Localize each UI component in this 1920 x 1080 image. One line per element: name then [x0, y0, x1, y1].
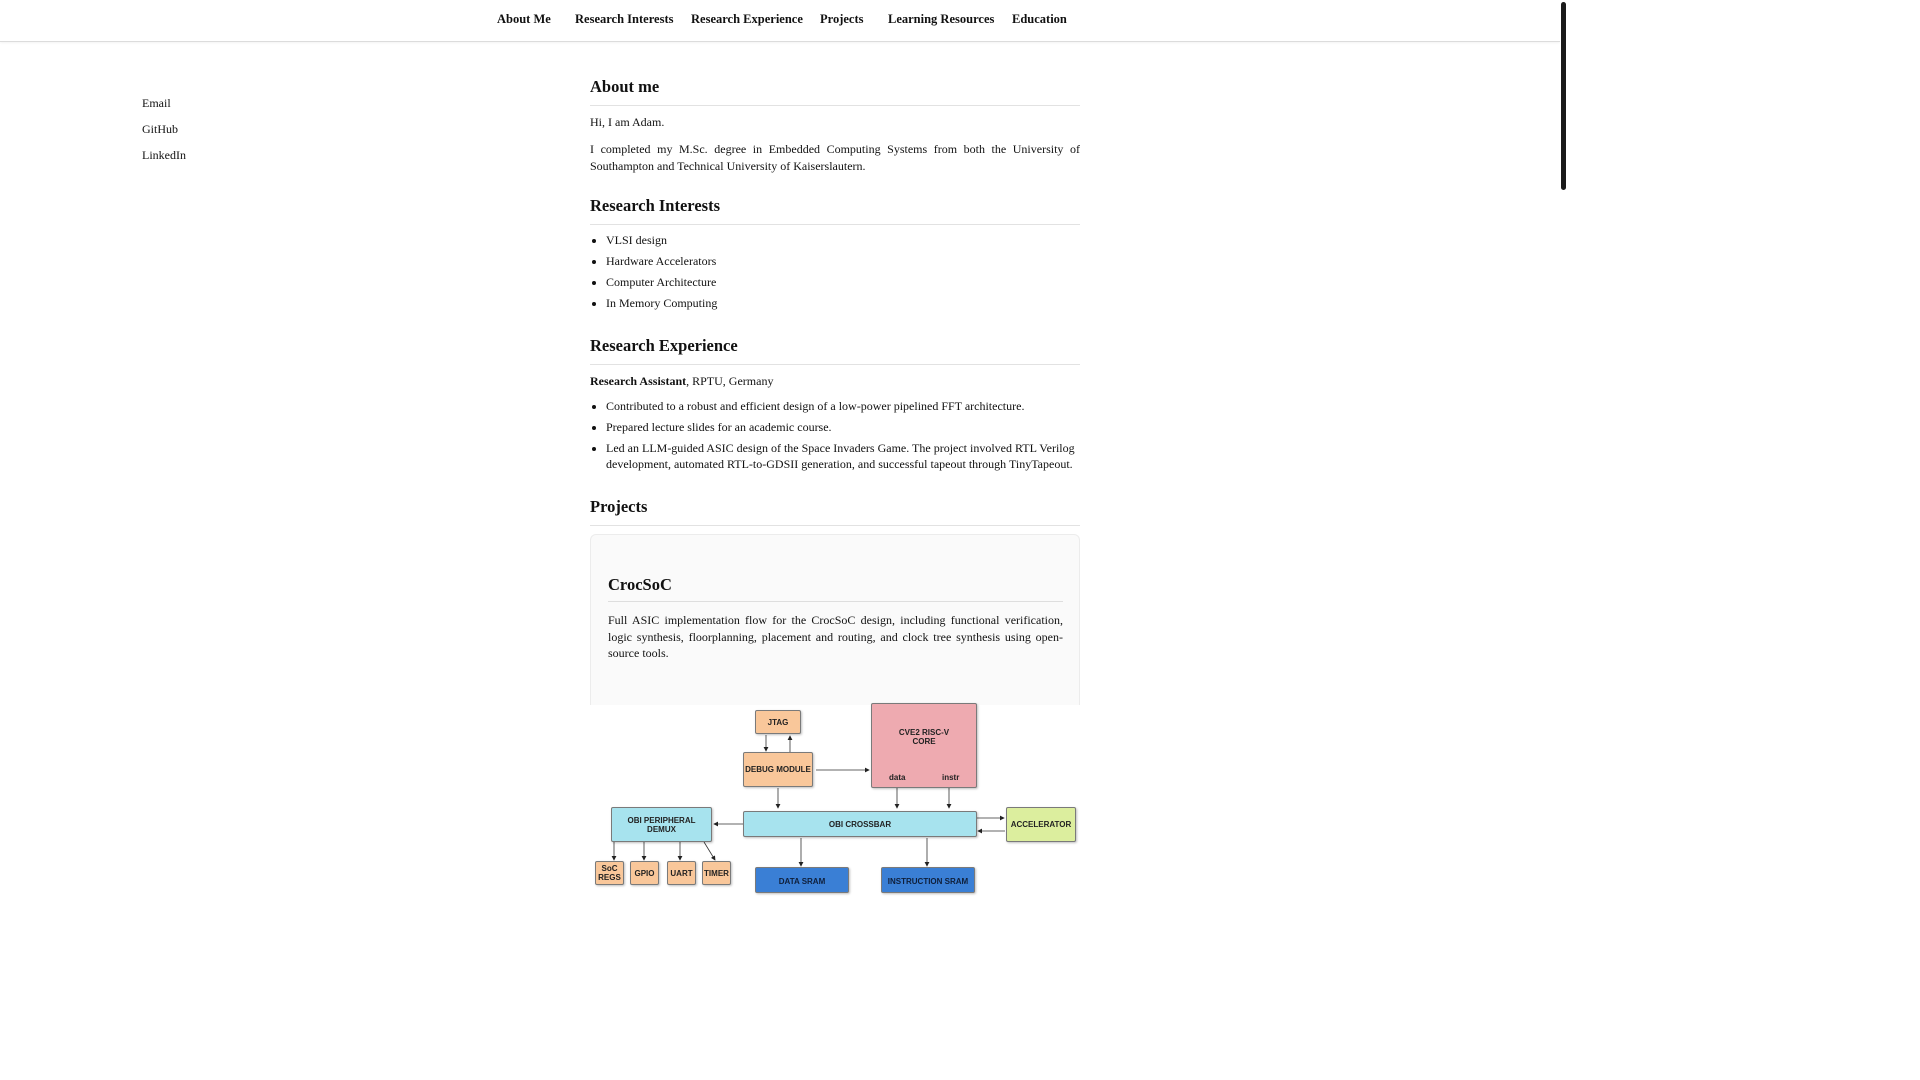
nav-about-me[interactable]: About Me [497, 12, 551, 26]
accelerator-block: ACCELERATOR [1006, 807, 1076, 842]
experience-org: , RPTU, Germany [686, 374, 774, 388]
about-greeting: Hi, I am Adam. [590, 115, 665, 129]
core-data-port: data [889, 773, 906, 782]
list-item: • Prepared lecture slides for an academic course. [606, 420, 1096, 436]
data-sram-block: DATA SRAM [755, 867, 849, 893]
uart-block: UART [667, 861, 696, 885]
nav-research-experience[interactable]: Research Experience [691, 12, 803, 26]
debug-module-block: DEBUG MODULE [743, 752, 813, 787]
core-label: CVE2 RISC-V CORE [898, 727, 950, 746]
project-title: CrocSoC [608, 575, 1063, 602]
about-heading: About me [590, 77, 1080, 106]
project-card-crocsoc [590, 534, 1080, 705]
core-instr-port: instr [942, 773, 960, 782]
crocsoc-block-diagram [590, 700, 1080, 886]
sidebar-link-email[interactable]: Email [142, 96, 171, 110]
experience-role: Research Assistant [590, 374, 687, 388]
experience-list [590, 399, 1096, 472]
obi-peripheral-demux-block: OBI PERIPHERAL DEMUX [611, 807, 712, 842]
arrow-demux-to-timer [704, 842, 715, 860]
diagram-arrows [590, 700, 1080, 882]
experience-role-line [590, 373, 1080, 390]
projects-heading: Projects [590, 497, 1080, 526]
obi-crossbar-block: OBI CROSSBAR [743, 811, 977, 837]
list-item: • Computer Architecture [606, 275, 1096, 291]
timer-block: TIMER [702, 861, 731, 885]
list-item: • In Memory Computing [606, 296, 1096, 312]
interests-list [590, 233, 1096, 312]
riscv-core-block [871, 703, 977, 788]
list-item: • Led an LLM-guided ASIC design of the Space Invaders Game. The project involved RTL Verilog development, automated RTL-to-GDSII generation, and successful tapeout through TinyTapeout. [606, 441, 1096, 472]
sidebar-link-github[interactable]: GitHub [142, 122, 178, 136]
research-interests-heading: Research Interests [590, 196, 1080, 225]
about-bio: I completed my M.Sc. degree in Embedded Computing Systems from both the University of Southampton and Technical University of Kaiserslautern. [590, 142, 1080, 173]
sidebar-link-linkedin[interactable]: LinkedIn [142, 148, 186, 162]
list-item: • VLSI design [606, 233, 1096, 249]
nav-projects[interactable]: Projects [820, 12, 864, 26]
nav-research-interests[interactable]: Research Interests [575, 12, 674, 26]
page-scrollbar[interactable] [1560, 0, 1568, 882]
nav-education[interactable]: Education [1012, 12, 1067, 26]
project-description: Full ASIC implementation flow for the CrocSoC design, including functional verification, logic synthesis, floorplanning, placement and routing, and clock tree synthesis using open-source tools. [608, 613, 1063, 660]
nav-learning-resources[interactable]: Learning Resources [888, 12, 995, 26]
soc-regs-block: SoC REGS [595, 861, 624, 885]
jtag-block: JTAG [755, 710, 801, 734]
scrollbar-thumb[interactable] [1561, 2, 1566, 190]
instruction-sram-block: INSTRUCTION SRAM [881, 867, 975, 893]
research-experience-heading: Research Experience [590, 336, 1080, 365]
top-nav [0, 0, 1560, 42]
list-item: • Hardware Accelerators [606, 254, 1096, 270]
gpio-block: GPIO [630, 861, 659, 885]
list-item: • Contributed to a robust and efficient design of a low-power pipelined FFT architecture. [606, 399, 1096, 415]
